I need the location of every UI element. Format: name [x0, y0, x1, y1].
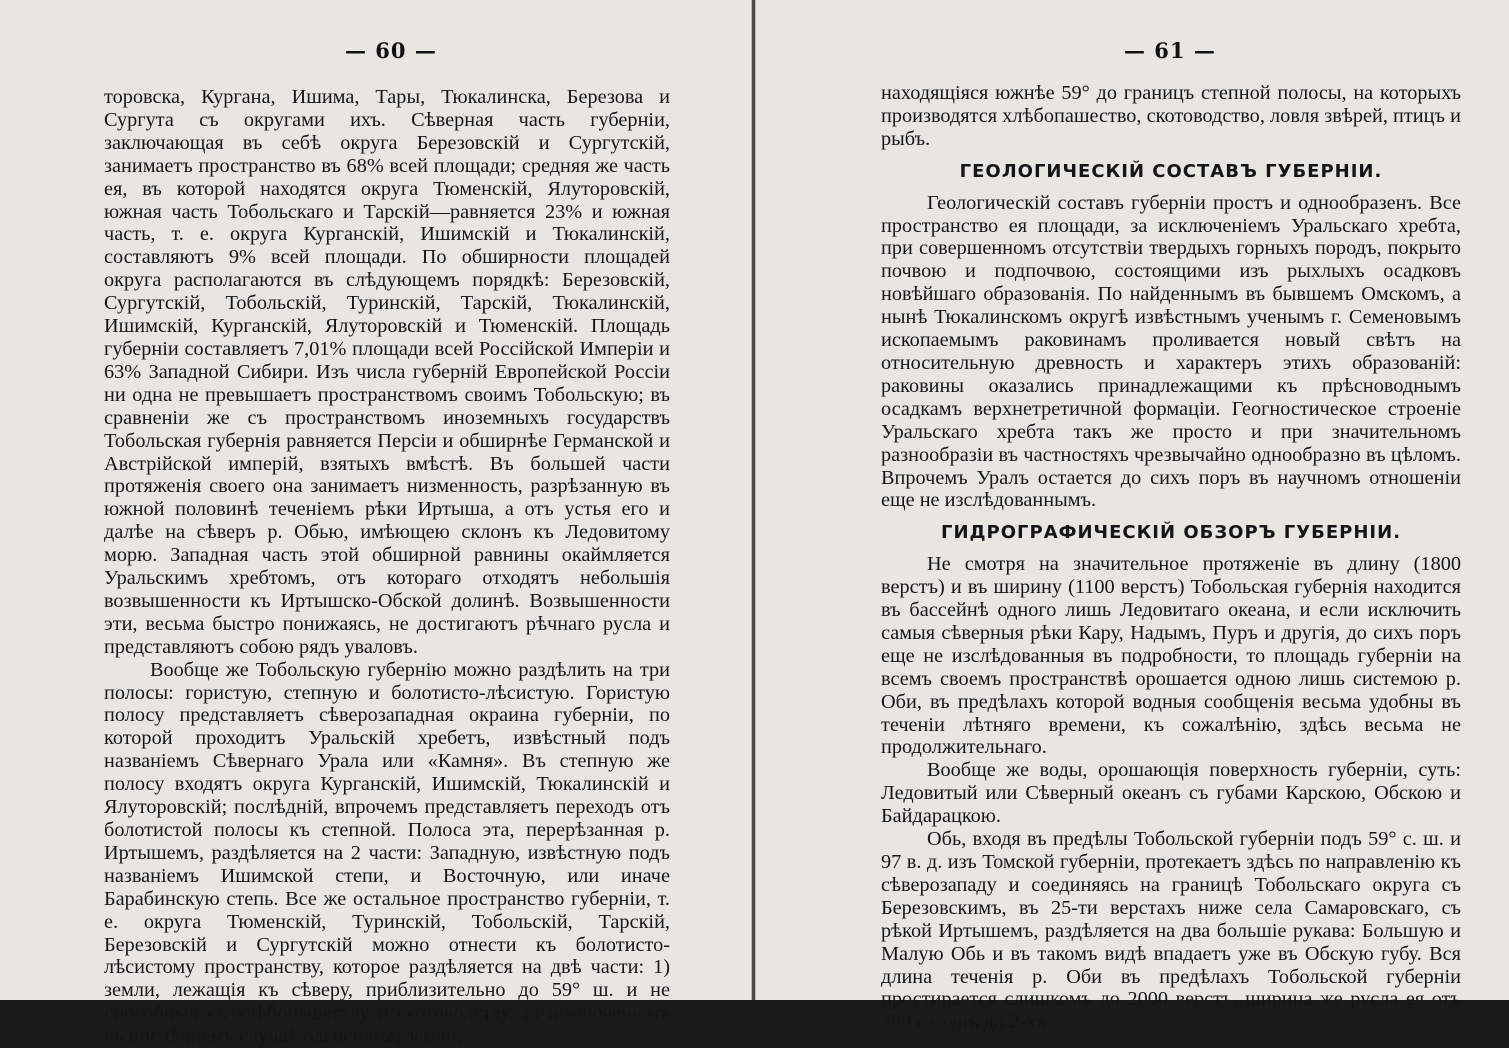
page-number: — 60 — — [345, 38, 437, 63]
page-body — [881, 82, 1461, 1034]
left-page — [0, 0, 752, 1048]
paragraph: Вообще же Тобольскую губернію можно раздѣлить на три полосы: гористую, степную и болотисто-лѣсистую. Гористую полосу представляетъ сѣверозападная окраина губерніи, по которой проходитъ Уральскій хребетъ, извѣстный подъ названіемъ Сѣвернаго Урала или «Камня». Въ степную же полосу входятъ округа Курганскій, Ишимскій, Тюкалинскій и Ялуторовскій; послѣдній, впрочемъ представляетъ переходъ отъ болотистой полосы къ степной. Полоса эта, перерѣзанная р. Иртышемъ, раздѣляется на 2 части: Западную, извѣстную подъ названіемъ Ишимской степи, и Восточную, или иначе Барабинскую степь. Все же остальное пространство губерніи, т. е. округа Тюменскій, Туринскій, Тобольскій, Тарскій, Березовскій и Сургутскій можно отнести къ болотисто-лѣсистому пространству, которое раздѣляется на двѣ части: 1) земли, лежащія къ сѣверу, приблизительно до 59° ш. и не способныя къ хлѣбопашеству и скотоводству, за исключеніемъ въ послѣднемъ случаѣ оленей и 2) земли, — [104, 658, 670, 1048]
paragraph: Не смотря на значительное протяженіе въ длину (1800 верстъ) и въ ширину (1100 верстъ) Тобольская губернія находится въ бассейнѣ одного лишь Ледовитаго океана, и если исключить самыя сѣверныя рѣки Кару, Надымъ, Пуръ и другія, до сихъ поръ еще не изслѣдованныя въ подробности, то площадь губерніи на всемъ своемъ пространствѣ орошается одною лишь системою р. Оби, въ предѣлахъ которой водныя сообщенія весьма удобны въ теченіи лѣтняго времени, къ сожалѣнію, здѣсь весьма не продолжительнаго. — [881, 553, 1461, 759]
section-heading: ГЕОЛОГИЧЕСКІЙ СОСТАВЪ ГУБЕРНІИ. — [959, 160, 1383, 182]
paragraph: Геологическій составъ губерніи простъ и однообразенъ. Все пространство ея площади, за исключеніемъ Уральскаго хребта, при совершенномъ отсутствіи твердыхъ горныхъ породъ, покрыто почвою и подпочвою, состоящими изъ рыхлыхъ осадковъ новѣйшаго образованія. По найденнымъ въ бывшемъ Омскомъ, а нынѣ Тюкалинскомъ округѣ извѣстнымъ ученымъ г. Семеновымъ ископаемымъ раковинамъ проливается новый свѣтъ на относительную древность и характеръ этихъ образованій: раковины оказались принадлежащими къ прѣсноводнымъ осадкамъ верхнетретичной формаціи. Геогностическое строеніе Уральскаго хребта такъ же просто и при значительномъ разнообразіи въ частностяхъ чрезвычайно однообразно въ цѣломъ. Впрочемъ Уралъ остается до сихъ поръ въ научномъ отношеніи еще не изслѣдованнымъ. — [881, 191, 1461, 512]
paragraph: находящіяся южнѣе 59° до границъ степной полосы, на которыхъ производятся хлѣбопашество, скотоводство, ловля звѣрей, птицъ и рыбъ. — [881, 82, 1461, 150]
page-number: — 61 — — [1124, 38, 1216, 63]
paragraph: Вообще же воды, орошающія поверхность губерніи, суть: Ледовитый или Сѣверный океанъ съ губами Карскою, Обскою и Байдарацкою. — [881, 759, 1461, 828]
section-heading: ГИДРОГРАФИЧЕСКІЙ ОБЗОРЪ ГУБЕРНІИ. — [940, 522, 1402, 544]
paragraph: торовска, Кургана, Ишима, Тары, Тюкалинска, Березова и Сургута съ округами ихъ. Сѣверная часть губерніи, заключающая въ себѣ округа Березовскій и Сургутскій, занимаетъ пространство въ 68% всей площади; средняя же часть ея, въ которой находятся округа Тюменскій, Ялуторовскій, южная часть Тобольскаго и Тарскій—равняется 23% и южная часть, т. е. округа Курганскій, Ишимскій и Тюкалинскій, составляютъ 9% всей площади. По обширности площадей округа располагаются въ слѣдующемъ порядкѣ: Березовскій, Сургутскій, Тобольскій, Туринскій, Тарскій, Тюкалинскій, Ишимскій, Курганскій, Ялуторовскій и Тюменскій. Площадь губерніи составляетъ 7,01% площади всей Россійской Имперіи и 63% Западной Сибири. Изъ числа губерній Европейской Россіи ни одна не превышаетъ пространствомъ своимъ Тобольскую; въ сравненіи же съ пространствомъ иноземныхъ государствъ Тобольская губернія равняется Персіи и обширнѣе Германской и Австрійской имперій, взятыхъ вмѣстѣ. Въ большей части протяженія своего она занимаетъ низменность, разрѣзанную въ южной половинѣ теченіемъ рѣки Иртыша, а отъ устья его и далѣе на сѣверъ р. Обью, имѣющею склонъ къ Ледовитому морю. Западная часть этой обширной равнины окаймляется Уральскимъ хребтомъ, отъ котораго отходятъ небольшія возвышенности къ Иртышско-Обской долинѣ. Возвышенности эти, весьма быстро понижаясь, не достигаютъ рѣчнаго русла и представляютъ собою рядъ уваловъ. — [104, 86, 670, 658]
page-body — [104, 86, 670, 1048]
right-page — [755, 0, 1509, 1034]
paragraph: Обь, входя въ предѣлы Тобольской губерніи подъ 59° с. ш. и 97 в. д. изъ Томской губерніи, протекаетъ здѣсь по направленію къ сѣверозападу и соединяясь на границѣ Тобольскаго округа съ Березовскимъ, въ 25-ти верстахъ ниже села Самаровскаго, съ рѣкой Иртышемъ, раздѣляется на два большіе рукава: Большую и Малую Обь и въ такомъ видѣ впадаетъ уже въ Обскую губу. Вся длина теченія р. Оби въ предѣлахъ Тобольской губерніи простирается слишкомъ до 2000 верстъ, ширина же русла ея отъ 400 саженъ до 2-хъ — [881, 828, 1461, 1034]
